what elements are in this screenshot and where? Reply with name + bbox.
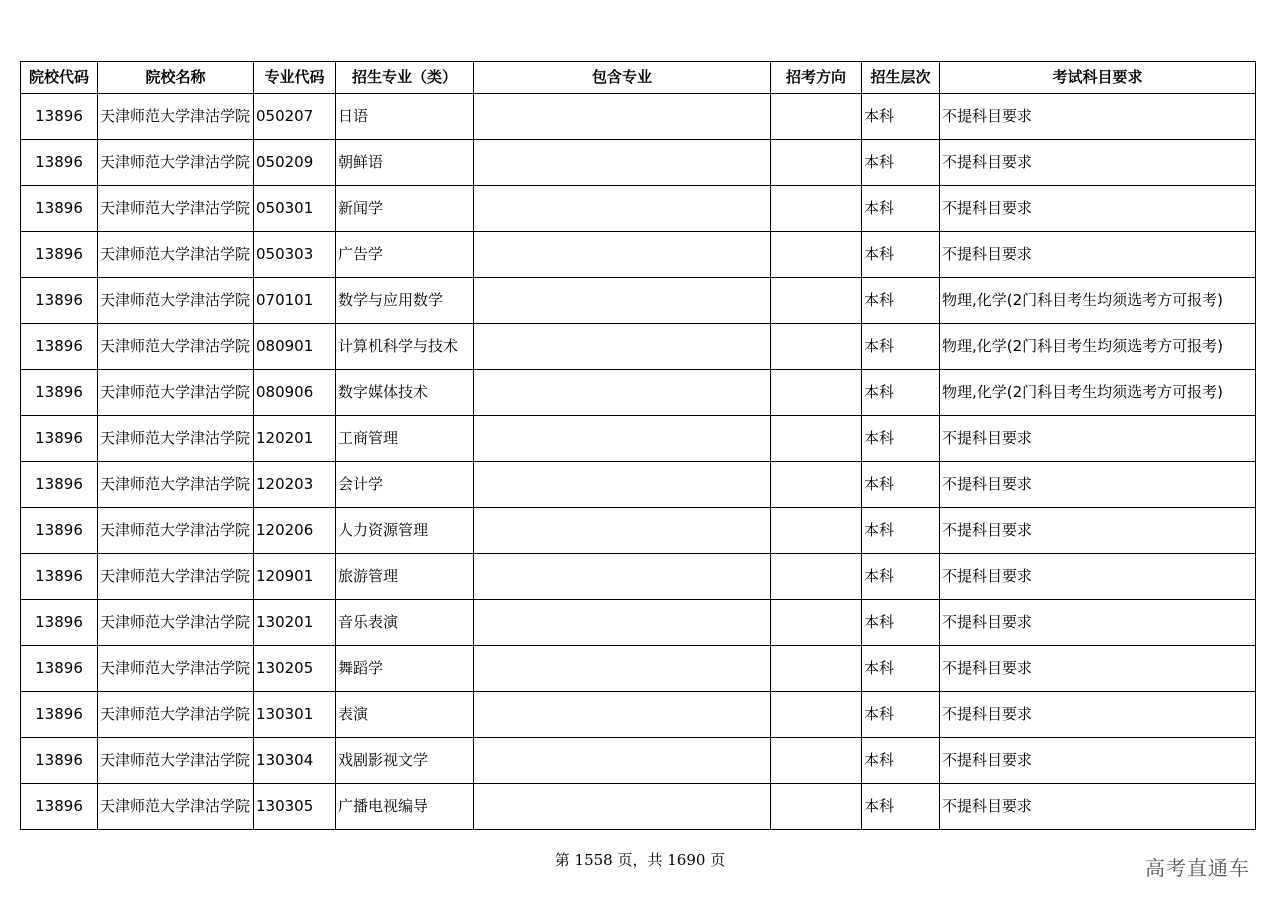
header-school-name: 院校名称 — [98, 62, 254, 94]
cell-school-name: 天津师范大学津沽学院 — [98, 508, 254, 554]
cell-direction — [771, 324, 862, 370]
cell-school-name: 天津师范大学津沽学院 — [98, 554, 254, 600]
table-row — [21, 600, 1256, 646]
cell-school-code: 13896 — [21, 140, 98, 186]
cell-requirement: 不提科目要求 — [940, 232, 1256, 278]
cell-major-code: 050207 — [254, 94, 336, 140]
table-row — [21, 278, 1256, 324]
cell-major: 旅游管理 — [336, 554, 474, 600]
table-row — [21, 784, 1256, 830]
table-row — [21, 94, 1256, 140]
table-row — [21, 508, 1256, 554]
table-row — [21, 186, 1256, 232]
cell-level: 本科 — [862, 784, 940, 830]
cell-included-majors — [474, 416, 771, 462]
cell-school-name: 天津师范大学津沽学院 — [98, 416, 254, 462]
cell-school-code: 13896 — [21, 94, 98, 140]
cell-included-majors — [474, 692, 771, 738]
cell-major-code: 080901 — [254, 324, 336, 370]
cell-major-code: 130201 — [254, 600, 336, 646]
cell-included-majors — [474, 278, 771, 324]
cell-included-majors — [474, 646, 771, 692]
cell-school-code: 13896 — [21, 646, 98, 692]
cell-direction — [771, 416, 862, 462]
cell-level: 本科 — [862, 94, 940, 140]
cell-major-code: 050303 — [254, 232, 336, 278]
cell-school-code: 13896 — [21, 324, 98, 370]
cell-requirement: 不提科目要求 — [940, 692, 1256, 738]
cell-requirement: 不提科目要求 — [940, 186, 1256, 232]
cell-direction — [771, 186, 862, 232]
cell-major: 音乐表演 — [336, 600, 474, 646]
cell-level: 本科 — [862, 140, 940, 186]
table-row — [21, 692, 1256, 738]
cell-direction — [771, 462, 862, 508]
cell-direction — [771, 692, 862, 738]
cell-direction — [771, 140, 862, 186]
cell-major: 戏剧影视文学 — [336, 738, 474, 784]
table-row — [21, 370, 1256, 416]
cell-major-code: 120201 — [254, 416, 336, 462]
cell-direction — [771, 232, 862, 278]
cell-requirement: 不提科目要求 — [940, 94, 1256, 140]
table-row — [21, 140, 1256, 186]
cell-school-name: 天津师范大学津沽学院 — [98, 278, 254, 324]
cell-major-code: 120203 — [254, 462, 336, 508]
cell-requirement: 不提科目要求 — [940, 508, 1256, 554]
cell-school-name: 天津师范大学津沽学院 — [98, 186, 254, 232]
cell-direction — [771, 554, 862, 600]
cell-included-majors — [474, 324, 771, 370]
cell-level: 本科 — [862, 416, 940, 462]
cell-major-code: 070101 — [254, 278, 336, 324]
cell-major: 舞蹈学 — [336, 646, 474, 692]
cell-major: 朝鲜语 — [336, 140, 474, 186]
table-row — [21, 324, 1256, 370]
cell-included-majors — [474, 140, 771, 186]
cell-level: 本科 — [862, 738, 940, 784]
cell-major: 数学与应用数学 — [336, 278, 474, 324]
cell-level: 本科 — [862, 600, 940, 646]
cell-direction — [771, 508, 862, 554]
cell-included-majors — [474, 738, 771, 784]
cell-requirement: 不提科目要求 — [940, 462, 1256, 508]
cell-major-code: 050301 — [254, 186, 336, 232]
table-row — [21, 554, 1256, 600]
cell-requirement: 物理,化学(2门科目考生均须选考方可报考) — [940, 370, 1256, 416]
cell-level: 本科 — [862, 462, 940, 508]
table-row — [21, 232, 1256, 278]
cell-major: 工商管理 — [336, 416, 474, 462]
cell-school-name: 天津师范大学津沽学院 — [98, 692, 254, 738]
header-major-code: 专业代码 — [254, 62, 336, 94]
cell-included-majors — [474, 462, 771, 508]
table-row — [21, 416, 1256, 462]
cell-major: 人力资源管理 — [336, 508, 474, 554]
cell-direction — [771, 94, 862, 140]
cell-school-name: 天津师范大学津沽学院 — [98, 324, 254, 370]
cell-level: 本科 — [862, 186, 940, 232]
cell-major-code: 130205 — [254, 646, 336, 692]
cell-major-code: 120901 — [254, 554, 336, 600]
cell-direction — [771, 738, 862, 784]
cell-level: 本科 — [862, 278, 940, 324]
cell-included-majors — [474, 186, 771, 232]
cell-major: 广播电视编导 — [336, 784, 474, 830]
cell-major-code: 050209 — [254, 140, 336, 186]
cell-major: 会计学 — [336, 462, 474, 508]
cell-level: 本科 — [862, 554, 940, 600]
cell-included-majors — [474, 554, 771, 600]
header-level: 招生层次 — [862, 62, 940, 94]
cell-school-code: 13896 — [21, 600, 98, 646]
table-row — [21, 462, 1256, 508]
cell-school-code: 13896 — [21, 186, 98, 232]
cell-level: 本科 — [862, 508, 940, 554]
cell-major: 计算机科学与技术 — [336, 324, 474, 370]
cell-requirement: 不提科目要求 — [940, 600, 1256, 646]
cell-requirement: 不提科目要求 — [940, 416, 1256, 462]
cell-school-code: 13896 — [21, 692, 98, 738]
cell-major: 新闻学 — [336, 186, 474, 232]
cell-direction — [771, 646, 862, 692]
cell-school-name: 天津师范大学津沽学院 — [98, 646, 254, 692]
cell-school-code: 13896 — [21, 738, 98, 784]
cell-requirement: 不提科目要求 — [940, 646, 1256, 692]
table-row — [21, 646, 1256, 692]
cell-level: 本科 — [862, 692, 940, 738]
cell-school-name: 天津师范大学津沽学院 — [98, 370, 254, 416]
cell-included-majors — [474, 508, 771, 554]
cell-direction — [771, 370, 862, 416]
cell-school-name: 天津师范大学津沽学院 — [98, 738, 254, 784]
cell-school-code: 13896 — [21, 416, 98, 462]
cell-school-name: 天津师范大学津沽学院 — [98, 94, 254, 140]
cell-level: 本科 — [862, 232, 940, 278]
cell-school-code: 13896 — [21, 784, 98, 830]
cell-direction — [771, 784, 862, 830]
cell-major-code: 130301 — [254, 692, 336, 738]
cell-direction — [771, 278, 862, 324]
cell-major-code: 130305 — [254, 784, 336, 830]
cell-major: 数字媒体技术 — [336, 370, 474, 416]
header-row — [21, 62, 1256, 94]
header-requirement: 考试科目要求 — [940, 62, 1256, 94]
cell-direction — [771, 600, 862, 646]
cell-included-majors — [474, 784, 771, 830]
table-row — [21, 738, 1256, 784]
cell-requirement: 不提科目要求 — [940, 554, 1256, 600]
cell-school-code: 13896 — [21, 462, 98, 508]
cell-included-majors — [474, 370, 771, 416]
cell-school-name: 天津师范大学津沽学院 — [98, 600, 254, 646]
cell-school-name: 天津师范大学津沽学院 — [98, 140, 254, 186]
cell-school-code: 13896 — [21, 508, 98, 554]
cell-included-majors — [474, 232, 771, 278]
cell-major-code: 120206 — [254, 508, 336, 554]
cell-school-name: 天津师范大学津沽学院 — [98, 784, 254, 830]
cell-school-code: 13896 — [21, 232, 98, 278]
header-included-majors: 包含专业 — [474, 62, 771, 94]
cell-major-code: 080906 — [254, 370, 336, 416]
header-school-code: 院校代码 — [21, 62, 98, 94]
cell-school-code: 13896 — [21, 370, 98, 416]
cell-school-name: 天津师范大学津沽学院 — [98, 462, 254, 508]
cell-level: 本科 — [862, 646, 940, 692]
cell-included-majors — [474, 94, 771, 140]
cell-major: 广告学 — [336, 232, 474, 278]
watermark: 高考直通车 — [1145, 856, 1250, 880]
admissions-table — [20, 61, 1256, 830]
header-direction: 招考方向 — [771, 62, 862, 94]
cell-requirement: 不提科目要求 — [940, 784, 1256, 830]
cell-major-code: 130304 — [254, 738, 336, 784]
cell-requirement: 不提科目要求 — [940, 140, 1256, 186]
cell-school-code: 13896 — [21, 554, 98, 600]
cell-level: 本科 — [862, 324, 940, 370]
cell-included-majors — [474, 600, 771, 646]
cell-school-name: 天津师范大学津沽学院 — [98, 232, 254, 278]
page-number: 第 1558 页，共 1690 页 — [554, 851, 726, 869]
cell-requirement: 物理,化学(2门科目考生均须选考方可报考) — [940, 324, 1256, 370]
header-major: 招生专业（类） — [336, 62, 474, 94]
cell-requirement: 不提科目要求 — [940, 738, 1256, 784]
cell-school-code: 13896 — [21, 278, 98, 324]
cell-major: 表演 — [336, 692, 474, 738]
cell-level: 本科 — [862, 370, 940, 416]
cell-requirement: 物理,化学(2门科目考生均须选考方可报考) — [940, 278, 1256, 324]
cell-major: 日语 — [336, 94, 474, 140]
